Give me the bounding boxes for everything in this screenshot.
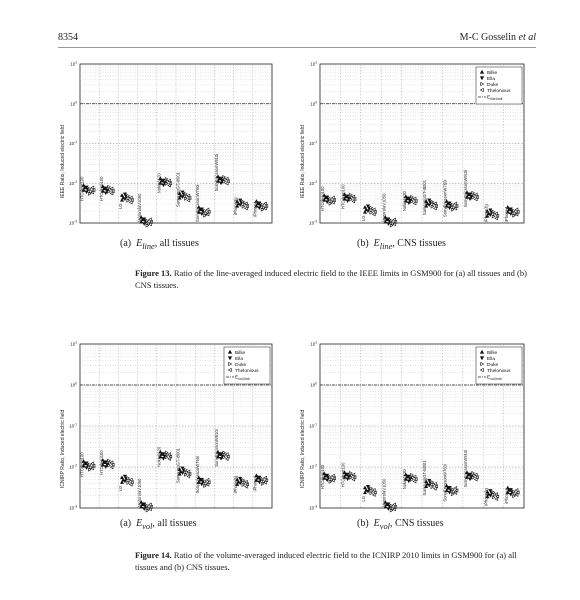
y-tick-label: $10^{-1}$ (309, 422, 317, 429)
fig13a-ylabel: IEEE Ratio, Induced electric field (60, 125, 66, 198)
category-label: SamsungGT-I8001 (175, 172, 181, 208)
y-tick-label: $10^0$ (70, 100, 77, 107)
legend-label-thelonious: Thelonious (235, 369, 259, 374)
y-tick-label: $10^1$ (310, 340, 317, 347)
category-label: MotorolaV1050 (381, 193, 387, 222)
data-marker-duke (472, 471, 475, 474)
category-label: SonyEricssonW910i (463, 449, 468, 488)
data-marker-thelonious (91, 462, 94, 465)
data-marker-duke (349, 471, 352, 474)
data-marker-duke (204, 209, 207, 212)
y-tick-label: $10^1$ (70, 340, 77, 347)
data-marker-duke (108, 459, 111, 462)
category-label: SonyEricssonW910i (463, 169, 468, 208)
data-marker-thelonious (264, 202, 267, 205)
data-marker-duke (204, 480, 207, 483)
category-label: HTCdesri100 (98, 176, 104, 202)
data-marker-duke (146, 504, 149, 507)
data-marker-thelonious (206, 208, 209, 211)
fig14-caption: Figure 14. Ratio of the volume-averaged induced electric field to the ICNIRP 2010 limits in GSM900 for (a) all tissues and (b) CNS tissues. (135, 550, 517, 572)
category-label: Nokia6120 (401, 191, 407, 212)
data-marker-thelonious (475, 198, 478, 201)
data-marker-duke (370, 206, 373, 209)
legend-limit-label: $E_{vol,limit}$ (235, 375, 250, 382)
legend-limit-label: $E_{line,limit}$ (487, 95, 503, 102)
y-tick-label: $10^{-2}$ (69, 179, 77, 186)
data-marker-duke (390, 219, 393, 222)
data-marker-thelonious (413, 202, 416, 205)
data-marker-thelonious (515, 208, 518, 211)
y-tick-label: $10^{-1}$ (69, 140, 77, 146)
legend-label-duke: Duke (487, 83, 499, 88)
category-label: iPhone3g (483, 204, 489, 222)
data-marker-billie (364, 206, 367, 209)
header-rule (58, 47, 536, 48)
data-marker-duke (492, 491, 495, 494)
y-tick-label: $10^{-2}$ (309, 463, 317, 470)
fig13-panel-b (298, 58, 530, 233)
fig13b-chart (298, 58, 530, 233)
data-marker-duke (390, 504, 393, 507)
category-label: Nokia6120 (401, 469, 407, 490)
data-marker-thelonious (187, 199, 190, 202)
data-marker-thelonious (454, 202, 457, 205)
fig14a-ylabel: ICNIRP Ratio, Induced electric field (60, 409, 66, 488)
category-label: iPhone4 (503, 488, 509, 504)
legend-label-thelonious: Thelonious (487, 369, 511, 374)
y-tick-label: $10^{-3}$ (69, 219, 77, 226)
fig13-caption: Figure 13. Ratio of the line-averaged induced electric field to the IEEE limits in GSM900 for (a) all tissues and (b) CNS tissues. (135, 268, 527, 290)
data-marker-thelonious (332, 196, 335, 199)
category-label: LG (118, 485, 123, 492)
y-tick-label: $10^{-3}$ (309, 504, 317, 511)
data-marker-thelonious (352, 200, 355, 203)
legend-label-duke: Duke (487, 363, 499, 368)
category-group (364, 485, 377, 496)
data-marker-thelonious (245, 485, 248, 488)
category-label: HTCdesri100 (98, 450, 104, 475)
category-label: SamsungGT-I8001 (422, 460, 428, 496)
data-marker-duke (492, 210, 495, 213)
category-label: LG (118, 203, 123, 210)
data-marker-thelonious (149, 503, 152, 506)
legend-label-billie: Billie (487, 351, 498, 356)
fig14b-ylabel: ICNIRP Ratio, Induced electric field (300, 409, 306, 488)
data-marker-duke (431, 200, 434, 203)
data-marker-thelonious (454, 487, 457, 490)
data-marker-thelonious (245, 207, 248, 210)
fig13a-chart (58, 58, 278, 233)
y-tick-label: $10^0$ (310, 100, 317, 107)
data-marker-duke (329, 197, 332, 200)
category-label: SamsungGT-I8001 (422, 179, 428, 216)
legend-label-ella: Ella (487, 357, 495, 362)
y-tick-label: $10^1$ (310, 60, 317, 67)
category-label: SonyEricssonW910i (214, 153, 219, 192)
legend-label-duke: Duke (235, 363, 247, 368)
data-marker-thelonious (413, 480, 416, 483)
data-marker-thelonious (495, 497, 498, 500)
category-label: SamsungGT-I8001 (175, 447, 181, 484)
category-group (364, 205, 377, 216)
data-marker-thelonious (149, 218, 152, 221)
category-label: MotorolaV1050 (381, 478, 387, 507)
data-marker-thelonious (264, 476, 267, 479)
category-label: HTCdesri100 (340, 462, 346, 488)
category-group (121, 193, 134, 204)
data-marker-duke (223, 451, 226, 454)
data-marker-duke (513, 209, 516, 212)
data-marker-duke (127, 477, 130, 480)
data-marker-duke (88, 187, 91, 190)
category-label: HTCdesri100 (320, 186, 326, 212)
data-marker-thelonious (495, 217, 498, 220)
running-head: M-C Gosselin et al (459, 32, 536, 43)
data-marker-duke (411, 195, 414, 198)
y-tick-label: $10^0$ (70, 381, 77, 388)
data-marker-duke (146, 219, 149, 222)
data-marker-thelonious (110, 466, 113, 469)
data-marker-duke (370, 487, 373, 490)
y-tick-label: $10^{-2}$ (309, 179, 317, 186)
category-label: HTCdesri100 (340, 184, 346, 210)
category-label: SonyEricssonW760i (442, 464, 448, 502)
legend-label-billie: Billie (487, 71, 498, 76)
fig13b-ylabel: IEEE Ratio, Induced electric field (300, 125, 306, 198)
fig14-subcaption-a: (a) $E_{vol}$, all tissues (120, 518, 197, 531)
data-marker-duke (108, 185, 111, 188)
category-label: MotorolaV1050 (137, 478, 143, 507)
legend-label-thelonious: Thelonious (487, 89, 511, 94)
data-marker-thelonious (373, 213, 376, 216)
legend-label-billie: Billie (235, 351, 246, 356)
category-group (121, 475, 134, 486)
legend-label-ella: Ella (235, 357, 243, 362)
data-marker-duke (329, 476, 332, 479)
data-marker-duke (223, 175, 226, 178)
category-label: Nokia6120 (156, 446, 162, 467)
data-marker-duke (261, 203, 264, 206)
data-marker-thelonious (515, 489, 518, 492)
category-label: MotorolaV1050 (137, 193, 143, 222)
y-tick-label: $10^{-2}$ (69, 463, 77, 470)
data-marker-thelonious (475, 478, 478, 481)
data-marker-thelonious (187, 475, 190, 478)
fig14a-chart (58, 338, 278, 518)
data-marker-duke (165, 177, 168, 180)
category-label: SonyEricssonW760i (194, 455, 200, 494)
fig14-panel-a (58, 338, 278, 518)
legend-label-ella: Ella (487, 77, 495, 82)
y-tick-label: $10^1$ (70, 60, 77, 67)
category-label: iPhone4 (252, 475, 258, 492)
data-marker-thelonious (434, 487, 437, 490)
data-marker-duke (165, 451, 168, 454)
data-marker-thelonious (206, 478, 209, 481)
fig14b-chart (298, 338, 530, 518)
y-tick-label: $10^{-1}$ (309, 140, 317, 146)
fig14-subcaption-b: (b) $E_{vol}$, CNS tissues (357, 518, 444, 531)
data-marker-billie (121, 194, 124, 197)
data-marker-duke (451, 488, 454, 491)
data-marker-thelonious (393, 503, 396, 506)
data-marker-thelonious (91, 186, 94, 189)
data-marker-duke (184, 468, 187, 471)
y-tick-label: $10^{-3}$ (69, 504, 77, 511)
category-label: iPhone4 (252, 201, 258, 218)
fig14-panel-b (298, 338, 530, 518)
category-label: SonyEricssonW910i (214, 429, 219, 467)
data-marker-duke (472, 191, 475, 194)
y-tick-label: $10^{-1}$ (69, 422, 77, 429)
category-label: SonyEricssonW760i (442, 179, 448, 218)
data-marker-thelonious (168, 184, 171, 187)
category-label: iPhone4 (503, 206, 509, 222)
data-marker-duke (349, 193, 352, 196)
data-marker-thelonious (110, 192, 113, 195)
data-marker-thelonious (434, 207, 437, 210)
y-tick-label: $10^{-3}$ (309, 219, 317, 226)
data-marker-thelonious (373, 493, 376, 496)
data-marker-duke (88, 463, 91, 466)
data-marker-billie (364, 486, 367, 489)
data-marker-duke (184, 192, 187, 195)
data-marker-duke (451, 203, 454, 206)
category-label: SonyEricssonW760i (194, 184, 200, 222)
category-label: iPhone3g (233, 475, 239, 494)
data-marker-duke (242, 200, 245, 203)
category-label: HTCdesri100 (79, 452, 85, 477)
data-marker-duke (127, 194, 130, 197)
category-label: HTCdesri100 (79, 176, 85, 202)
data-marker-thelonious (130, 483, 133, 486)
data-marker-duke (513, 490, 516, 493)
category-label: iPhone3g (483, 487, 489, 506)
data-marker-thelonious (332, 474, 335, 477)
data-marker-duke (242, 479, 245, 482)
data-marker-billie (121, 476, 124, 479)
category-label: LG (361, 496, 366, 502)
data-marker-thelonious (130, 201, 133, 204)
fig13-subcaption-a: (a) $E_{line}$, all tissues (120, 238, 199, 251)
data-marker-thelonious (168, 458, 171, 461)
data-marker-thelonious (393, 218, 396, 221)
category-label: Nokia6120 (156, 173, 162, 194)
legend-limit-label: $E_{vol,limit}$ (487, 375, 502, 382)
page-number: 8354 (58, 32, 78, 43)
data-marker-thelonious (352, 478, 355, 481)
category-label: iPhone3g (233, 197, 239, 216)
category-label: LG (361, 215, 366, 222)
fig13-panel-a (58, 58, 278, 233)
data-marker-thelonious (226, 458, 229, 461)
data-marker-thelonious (226, 182, 229, 185)
fig13-subcaption-b: (b) $E_{line}$, CNS tissues (357, 238, 446, 251)
y-tick-label: $10^0$ (310, 381, 317, 388)
category-label: HTCdesri100 (320, 464, 326, 490)
data-marker-duke (261, 478, 264, 481)
